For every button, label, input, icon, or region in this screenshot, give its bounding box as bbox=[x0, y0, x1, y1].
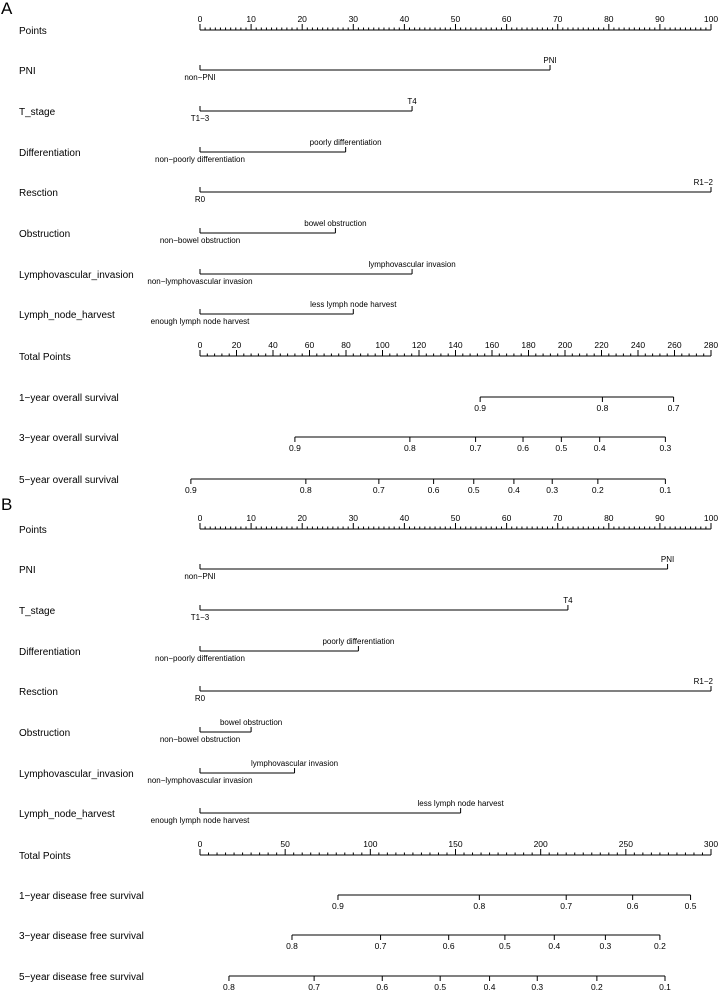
row-label: Points bbox=[19, 26, 47, 37]
tick-label: 200 bbox=[533, 839, 548, 849]
outcome-tick-label: 0.8 bbox=[223, 982, 235, 991]
tick-label: 160 bbox=[484, 340, 500, 350]
row-label: Lymph_node_harvest bbox=[19, 809, 115, 820]
level-label: R0 bbox=[194, 694, 206, 703]
outcome-tick-label: 0.6 bbox=[376, 982, 389, 991]
tick-label: 60 bbox=[304, 340, 315, 350]
tick-label: 10 bbox=[246, 14, 256, 24]
row-label: 3−year disease free survival bbox=[19, 931, 144, 942]
row-label: 1−year disease free survival bbox=[19, 891, 144, 902]
row bbox=[19, 596, 573, 622]
tick-label: 80 bbox=[604, 513, 614, 523]
row-label: 1−year overall survival bbox=[19, 393, 119, 404]
row bbox=[19, 513, 718, 536]
row bbox=[19, 799, 505, 825]
outcome-tick-label: 0.8 bbox=[473, 901, 486, 911]
tick-label: 30 bbox=[348, 14, 359, 24]
level-label: T1−3 bbox=[190, 613, 210, 622]
tick-label: 40 bbox=[399, 14, 410, 24]
row-label: Lymphovascular_invasion bbox=[19, 769, 134, 780]
outcome-tick-label: 0.4 bbox=[593, 443, 606, 453]
level-label: less lymph node harvest bbox=[417, 799, 504, 808]
row-label: T_stage bbox=[19, 107, 56, 118]
outcome-tick-label: 0.9 bbox=[332, 901, 344, 911]
level-label: lymphovascular invasion bbox=[368, 260, 456, 269]
tick-label: 0 bbox=[197, 340, 203, 350]
outcome-tick-label: 0.6 bbox=[427, 485, 440, 495]
tick-label: 0 bbox=[197, 839, 203, 849]
row-label: Lymphovascular_invasion bbox=[19, 270, 134, 281]
row bbox=[19, 839, 718, 862]
row-label: Lymph_node_harvest bbox=[19, 310, 115, 321]
row bbox=[19, 219, 367, 245]
row bbox=[19, 178, 714, 204]
level-label: non−poorly differentiation bbox=[155, 654, 245, 663]
outcome-tick-label: 0.2 bbox=[653, 941, 666, 951]
level-label: T4 bbox=[563, 596, 573, 605]
panel-B bbox=[1, 495, 718, 991]
tick-label: 80 bbox=[341, 340, 351, 350]
row bbox=[19, 300, 397, 326]
row-label: 5−year disease free survival bbox=[19, 972, 144, 983]
level-label: R1−2 bbox=[693, 178, 713, 187]
outcome-tick-label: 0.6 bbox=[626, 901, 639, 911]
outcome-tick-label: 0.4 bbox=[483, 982, 496, 991]
tick-label: 90 bbox=[655, 513, 665, 523]
level-label: PNI bbox=[543, 56, 557, 65]
outcome-tick-label: 0.2 bbox=[591, 485, 604, 495]
row-label: Total Points bbox=[19, 352, 71, 363]
row-label: T_stage bbox=[19, 606, 56, 617]
outcome-tick-label: 0.2 bbox=[590, 982, 603, 991]
level-label: non−lymphovascular invasion bbox=[147, 776, 253, 785]
level-label: non−PNI bbox=[184, 572, 216, 581]
tick-label: 240 bbox=[630, 340, 646, 350]
outcome-tick-label: 0.7 bbox=[667, 403, 680, 413]
panel-letter: B bbox=[1, 495, 13, 514]
tick-label: 10 bbox=[246, 513, 256, 523]
tick-label: 50 bbox=[450, 513, 461, 523]
outcome-tick-label: 0.6 bbox=[442, 941, 455, 951]
tick-label: 50 bbox=[280, 839, 290, 849]
tick-label: 30 bbox=[348, 513, 359, 523]
row bbox=[19, 972, 671, 991]
outcome-tick-label: 0.7 bbox=[560, 901, 573, 911]
outcome-tick-label: 0.8 bbox=[286, 941, 298, 951]
level-label: T4 bbox=[407, 97, 417, 106]
tick-label: 70 bbox=[552, 513, 563, 523]
outcome-tick-label: 0.1 bbox=[659, 485, 672, 495]
row-label: PNI bbox=[19, 565, 36, 576]
row bbox=[19, 433, 672, 453]
level-label: R1−2 bbox=[693, 677, 713, 686]
level-label: enough lymph node harvest bbox=[150, 816, 250, 825]
row bbox=[19, 97, 417, 123]
row bbox=[19, 718, 282, 744]
tick-label: 60 bbox=[501, 513, 512, 523]
tick-label: 300 bbox=[703, 839, 719, 849]
level-label: bowel obstruction bbox=[304, 219, 367, 228]
level-label: non−bowel obstruction bbox=[159, 735, 241, 744]
tick-label: 60 bbox=[501, 14, 512, 24]
level-label: PNI bbox=[660, 555, 675, 564]
tick-label: 20 bbox=[231, 340, 242, 350]
outcome-tick-label: 0.3 bbox=[546, 485, 559, 495]
row bbox=[19, 637, 394, 663]
row-label: 3−year overall survival bbox=[19, 433, 119, 444]
row-label: Obstruction bbox=[19, 229, 71, 240]
row-label: Differentiation bbox=[19, 148, 81, 159]
row bbox=[19, 260, 456, 286]
row bbox=[19, 677, 714, 703]
level-label: non−poorly differentiation bbox=[155, 155, 245, 164]
tick-label: 280 bbox=[703, 340, 719, 350]
row-label: Total Points bbox=[19, 851, 71, 862]
row bbox=[19, 56, 557, 82]
row bbox=[19, 891, 697, 911]
outcome-tick-label: 0.1 bbox=[659, 982, 671, 991]
outcome-tick-label: 0.9 bbox=[474, 403, 487, 413]
tick-label: 150 bbox=[448, 839, 463, 849]
tick-label: 70 bbox=[552, 14, 563, 24]
tick-label: 180 bbox=[521, 340, 536, 350]
outcome-tick-label: 0.9 bbox=[288, 443, 301, 453]
outcome-tick-label: 0.7 bbox=[469, 443, 482, 453]
level-label: T1−3 bbox=[190, 114, 210, 123]
panel-letter: A bbox=[1, 0, 13, 18]
row bbox=[19, 931, 666, 951]
tick-label: 40 bbox=[399, 513, 410, 523]
row-label: 5−year overall survival bbox=[19, 475, 119, 486]
outcome-tick-label: 0.4 bbox=[548, 941, 561, 951]
row bbox=[19, 759, 338, 785]
tick-label: 100 bbox=[703, 14, 719, 24]
outcome-tick-label: 0.3 bbox=[531, 982, 544, 991]
level-label: non−PNI bbox=[184, 73, 216, 82]
tick-label: 20 bbox=[297, 14, 307, 24]
tick-label: 260 bbox=[667, 340, 682, 350]
outcome-tick-label: 0.3 bbox=[599, 941, 612, 951]
outcome-tick-label: 0.8 bbox=[299, 485, 312, 495]
row bbox=[19, 14, 718, 37]
outcome-tick-label: 0.3 bbox=[659, 443, 672, 453]
tick-label: 100 bbox=[375, 340, 390, 350]
level-label: less lymph node harvest bbox=[310, 300, 397, 309]
tick-label: 0 bbox=[197, 14, 203, 24]
tick-label: 0 bbox=[197, 513, 203, 523]
row-label: Points bbox=[19, 525, 47, 536]
outcome-tick-label: 0.8 bbox=[403, 443, 416, 453]
outcome-tick-label: 0.7 bbox=[308, 982, 321, 991]
level-label: non−lymphovascular invasion bbox=[147, 277, 253, 286]
tick-label: 100 bbox=[703, 513, 719, 523]
row-label: Obstruction bbox=[19, 728, 71, 739]
outcome-tick-label: 0.4 bbox=[507, 485, 520, 495]
panel-A bbox=[1, 0, 718, 495]
outcome-tick-label: 0.7 bbox=[374, 941, 387, 951]
level-label: lymphovascular invasion bbox=[250, 759, 339, 768]
row bbox=[19, 340, 718, 363]
tick-label: 20 bbox=[297, 513, 307, 523]
row bbox=[19, 555, 674, 581]
tick-label: 120 bbox=[411, 340, 427, 350]
row-label: PNI bbox=[19, 66, 36, 77]
level-label: enough lymph node harvest bbox=[150, 317, 250, 326]
outcome-tick-label: 0.5 bbox=[555, 443, 568, 453]
level-label: non−bowel obstruction bbox=[159, 236, 241, 245]
outcome-tick-label: 0.6 bbox=[517, 443, 529, 453]
outcome-tick-label: 0.8 bbox=[596, 403, 609, 413]
tick-label: 100 bbox=[363, 839, 378, 849]
row bbox=[19, 138, 382, 164]
tick-label: 140 bbox=[448, 340, 463, 350]
outcome-tick-label: 0.5 bbox=[684, 901, 697, 911]
tick-label: 90 bbox=[655, 14, 665, 24]
row bbox=[19, 475, 672, 495]
level-label: R0 bbox=[194, 195, 206, 204]
tick-label: 200 bbox=[557, 340, 573, 350]
tick-label: 80 bbox=[604, 14, 614, 24]
outcome-tick-label: 0.5 bbox=[467, 485, 480, 495]
tick-label: 50 bbox=[450, 14, 461, 24]
level-label: poorly differentiation bbox=[309, 138, 382, 147]
outcome-tick-label: 0.5 bbox=[434, 982, 447, 991]
level-label: bowel obstruction bbox=[219, 718, 283, 727]
row-label: Resction bbox=[19, 687, 58, 698]
outcome-tick-label: 0.7 bbox=[372, 485, 385, 495]
row bbox=[19, 393, 680, 413]
tick-label: 250 bbox=[618, 839, 633, 849]
row-label: Resction bbox=[19, 188, 58, 199]
tick-label: 220 bbox=[594, 340, 609, 350]
outcome-tick-label: 0.9 bbox=[184, 485, 197, 495]
outcome-tick-label: 0.5 bbox=[498, 941, 511, 951]
row-label: Differentiation bbox=[19, 647, 81, 658]
tick-label: 40 bbox=[268, 340, 278, 350]
level-label: poorly differentiation bbox=[322, 637, 395, 646]
